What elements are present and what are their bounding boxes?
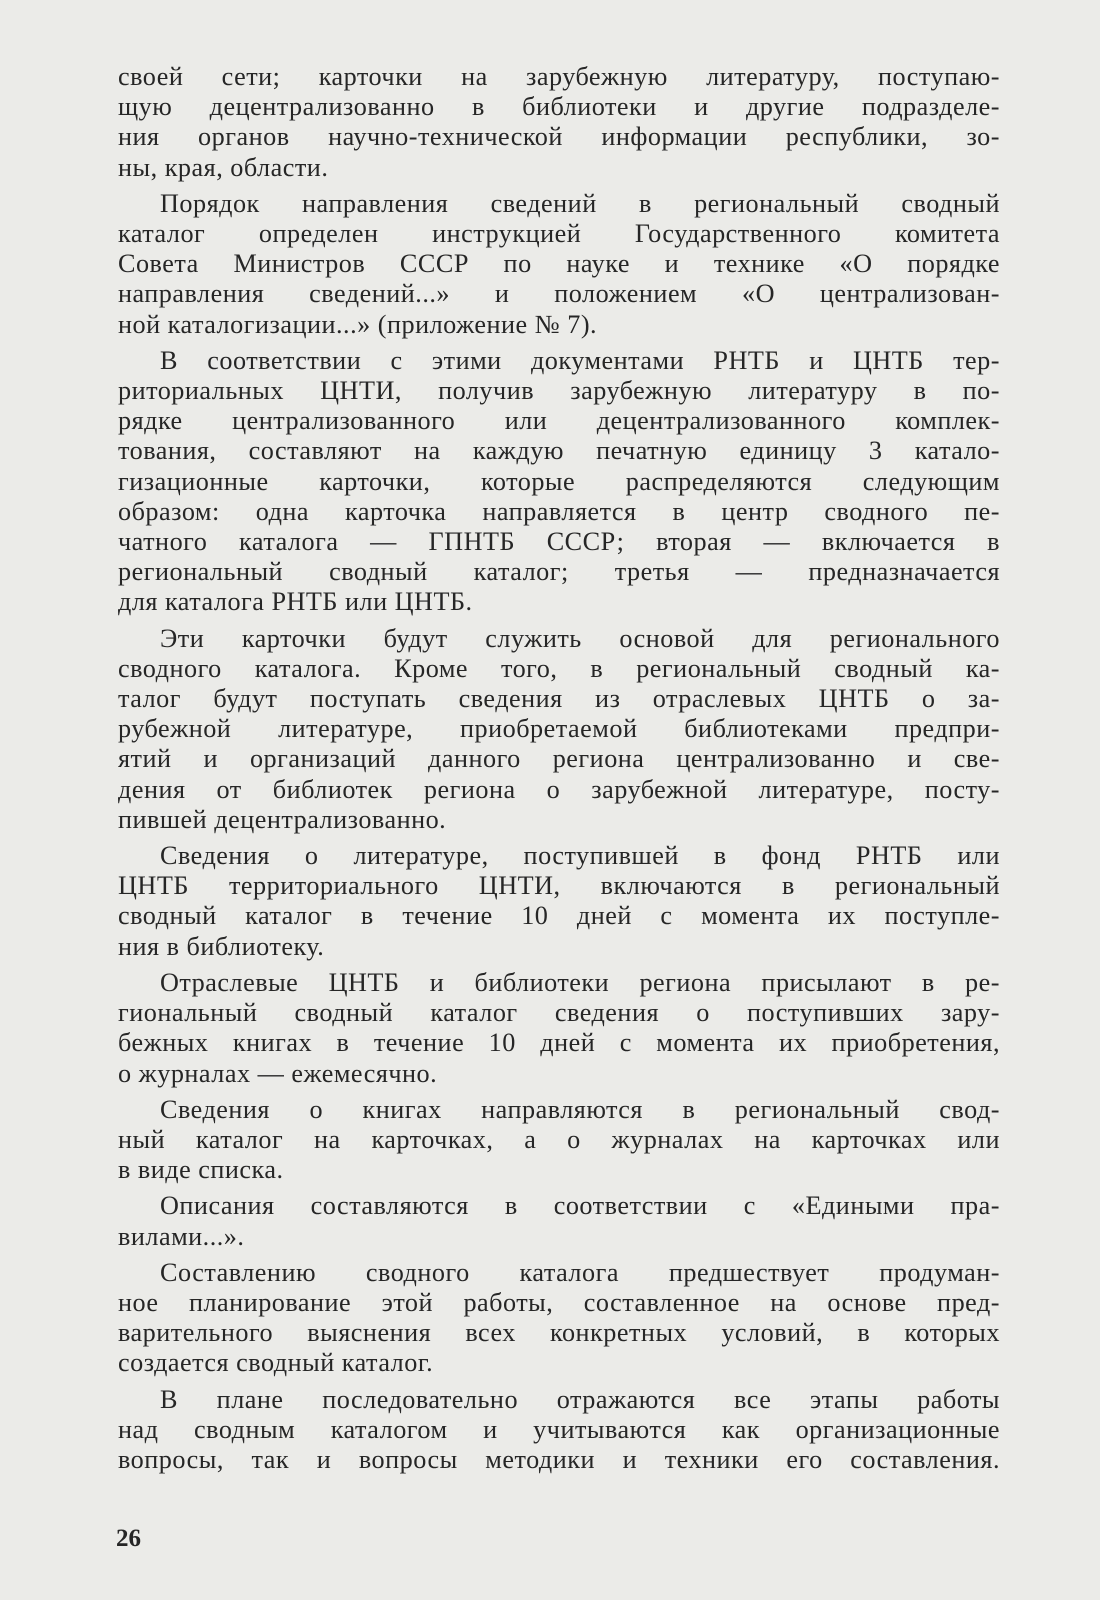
text-line: талог будут поступать сведения из отраслевых ЦНТБ о за- bbox=[118, 684, 1000, 714]
paragraph-10 bbox=[118, 1385, 1000, 1476]
text-line: щую децентрализованно в библиотеки и другие подразделе- bbox=[118, 92, 1000, 122]
text-line: для каталога РНТБ или ЦНТБ. bbox=[118, 587, 473, 617]
text-line: Сведения о литературе, поступившей в фонд РНТБ или bbox=[160, 841, 1000, 871]
page-number: 26 bbox=[116, 1525, 141, 1552]
body-text bbox=[118, 62, 1000, 1475]
text-line: каталог определен инструкцией Государственного комитета bbox=[118, 219, 1000, 249]
paragraph-7 bbox=[118, 1095, 1000, 1186]
text-line: ния в библиотеку. bbox=[118, 931, 325, 961]
text-line: ное планирование этой работы, составленное на основе пред- bbox=[118, 1287, 1000, 1317]
paragraph-3 bbox=[118, 346, 1000, 618]
text-line: своей сети; карточки на зарубежную литературу, поступаю- bbox=[118, 62, 1000, 91]
text-line: создается сводный каталог. bbox=[118, 1348, 434, 1378]
paragraph-8 bbox=[118, 1191, 1000, 1251]
text-line: дения от библиотек региона о зарубежной литературе, посту- bbox=[118, 774, 1000, 804]
text-line: в виде списка. bbox=[118, 1155, 284, 1185]
text-line: региональный сводный каталог; третья — предназначается bbox=[118, 557, 1000, 587]
paragraph-1 bbox=[118, 62, 1000, 183]
text-line: бежных книгах в течение 10 дней с момента их приобретения, bbox=[118, 1028, 1000, 1058]
text-line: В плане последовательно отражаются все этапы работы bbox=[160, 1384, 1000, 1414]
paragraph-2 bbox=[118, 189, 1000, 340]
text-line: ной каталогизации...» (приложение № 7). bbox=[118, 309, 598, 339]
text-line: Эти карточки будут служить основой для регионального bbox=[160, 623, 1000, 653]
text-line: ный каталог на карточках, а о журналах на карточках или bbox=[118, 1124, 1000, 1154]
text-line: тования, составляют на каждую печатную единицу 3 катало- bbox=[118, 436, 1000, 466]
text-line: сводный каталог в течение 10 дней с момента их поступле- bbox=[118, 901, 1000, 931]
text-line: ЦНТБ территориального ЦНТИ, включаются в региональный bbox=[118, 871, 1000, 901]
text-line: вопросы, так и вопросы методики и техники его составления. bbox=[118, 1444, 1000, 1474]
text-line: о журналах — ежемесячно. bbox=[118, 1058, 438, 1088]
text-line: ятий и организаций данного региона централизованно и све- bbox=[118, 744, 1000, 774]
text-line: гизационные карточки, которые распределяются следующим bbox=[118, 466, 1000, 496]
text-line: Отраслевые ЦНТБ и библиотеки региона присылают в ре- bbox=[160, 967, 1000, 997]
text-line: Порядок направления сведений в региональный сводный bbox=[160, 188, 1000, 218]
text-line: рядке централизованного или децентрализованного комплек- bbox=[118, 406, 1000, 436]
text-line: направления сведений...» и положением «О централизован- bbox=[118, 279, 1000, 309]
text-line: вилами...». bbox=[118, 1221, 245, 1251]
text-line: ния органов научно-технической информации республики, зо- bbox=[118, 122, 1000, 152]
text-line: гиональный сводный каталог сведения о поступивших зару- bbox=[118, 998, 1000, 1028]
text-line: Составлению сводного каталога предшествует продуман- bbox=[160, 1257, 1000, 1287]
text-line: варительного выяснения всех конкретных условий, в которых bbox=[118, 1318, 1000, 1348]
text-line: над сводным каталогом и учитываются как организационные bbox=[118, 1414, 1000, 1444]
text-line: рубежной литературе, приобретаемой библиотеками предпри- bbox=[118, 714, 1000, 744]
text-line: образом: одна карточка направляется в центр сводного пе- bbox=[118, 496, 1000, 526]
text-line: сводного каталога. Кроме того, в региональный сводный ка- bbox=[118, 653, 1000, 683]
text-line: Совета Министров СССР по науке и технике «О порядке bbox=[118, 249, 1000, 279]
paragraph-4 bbox=[118, 624, 1000, 835]
text-line: Сведения о книгах направляются в региональный свод- bbox=[160, 1094, 1000, 1124]
paragraph-9 bbox=[118, 1258, 1000, 1379]
text-line: риториальных ЦНТИ, получив зарубежную литературу в по- bbox=[118, 376, 1000, 406]
text-line: ны, края, области. bbox=[118, 152, 329, 182]
paragraph-6 bbox=[118, 968, 1000, 1089]
text-line: Описания составляются в соответствии с «Едиными пра- bbox=[160, 1191, 1000, 1221]
text-line: пившей децентрализованно. bbox=[118, 804, 447, 834]
paragraph-5 bbox=[118, 841, 1000, 962]
text-line: чатного каталога — ГПНТБ СССР; вторая — включается в bbox=[118, 527, 1000, 557]
text-line: В соответствии с этими документами РНТБ и ЦНТБ тер- bbox=[160, 345, 1000, 375]
